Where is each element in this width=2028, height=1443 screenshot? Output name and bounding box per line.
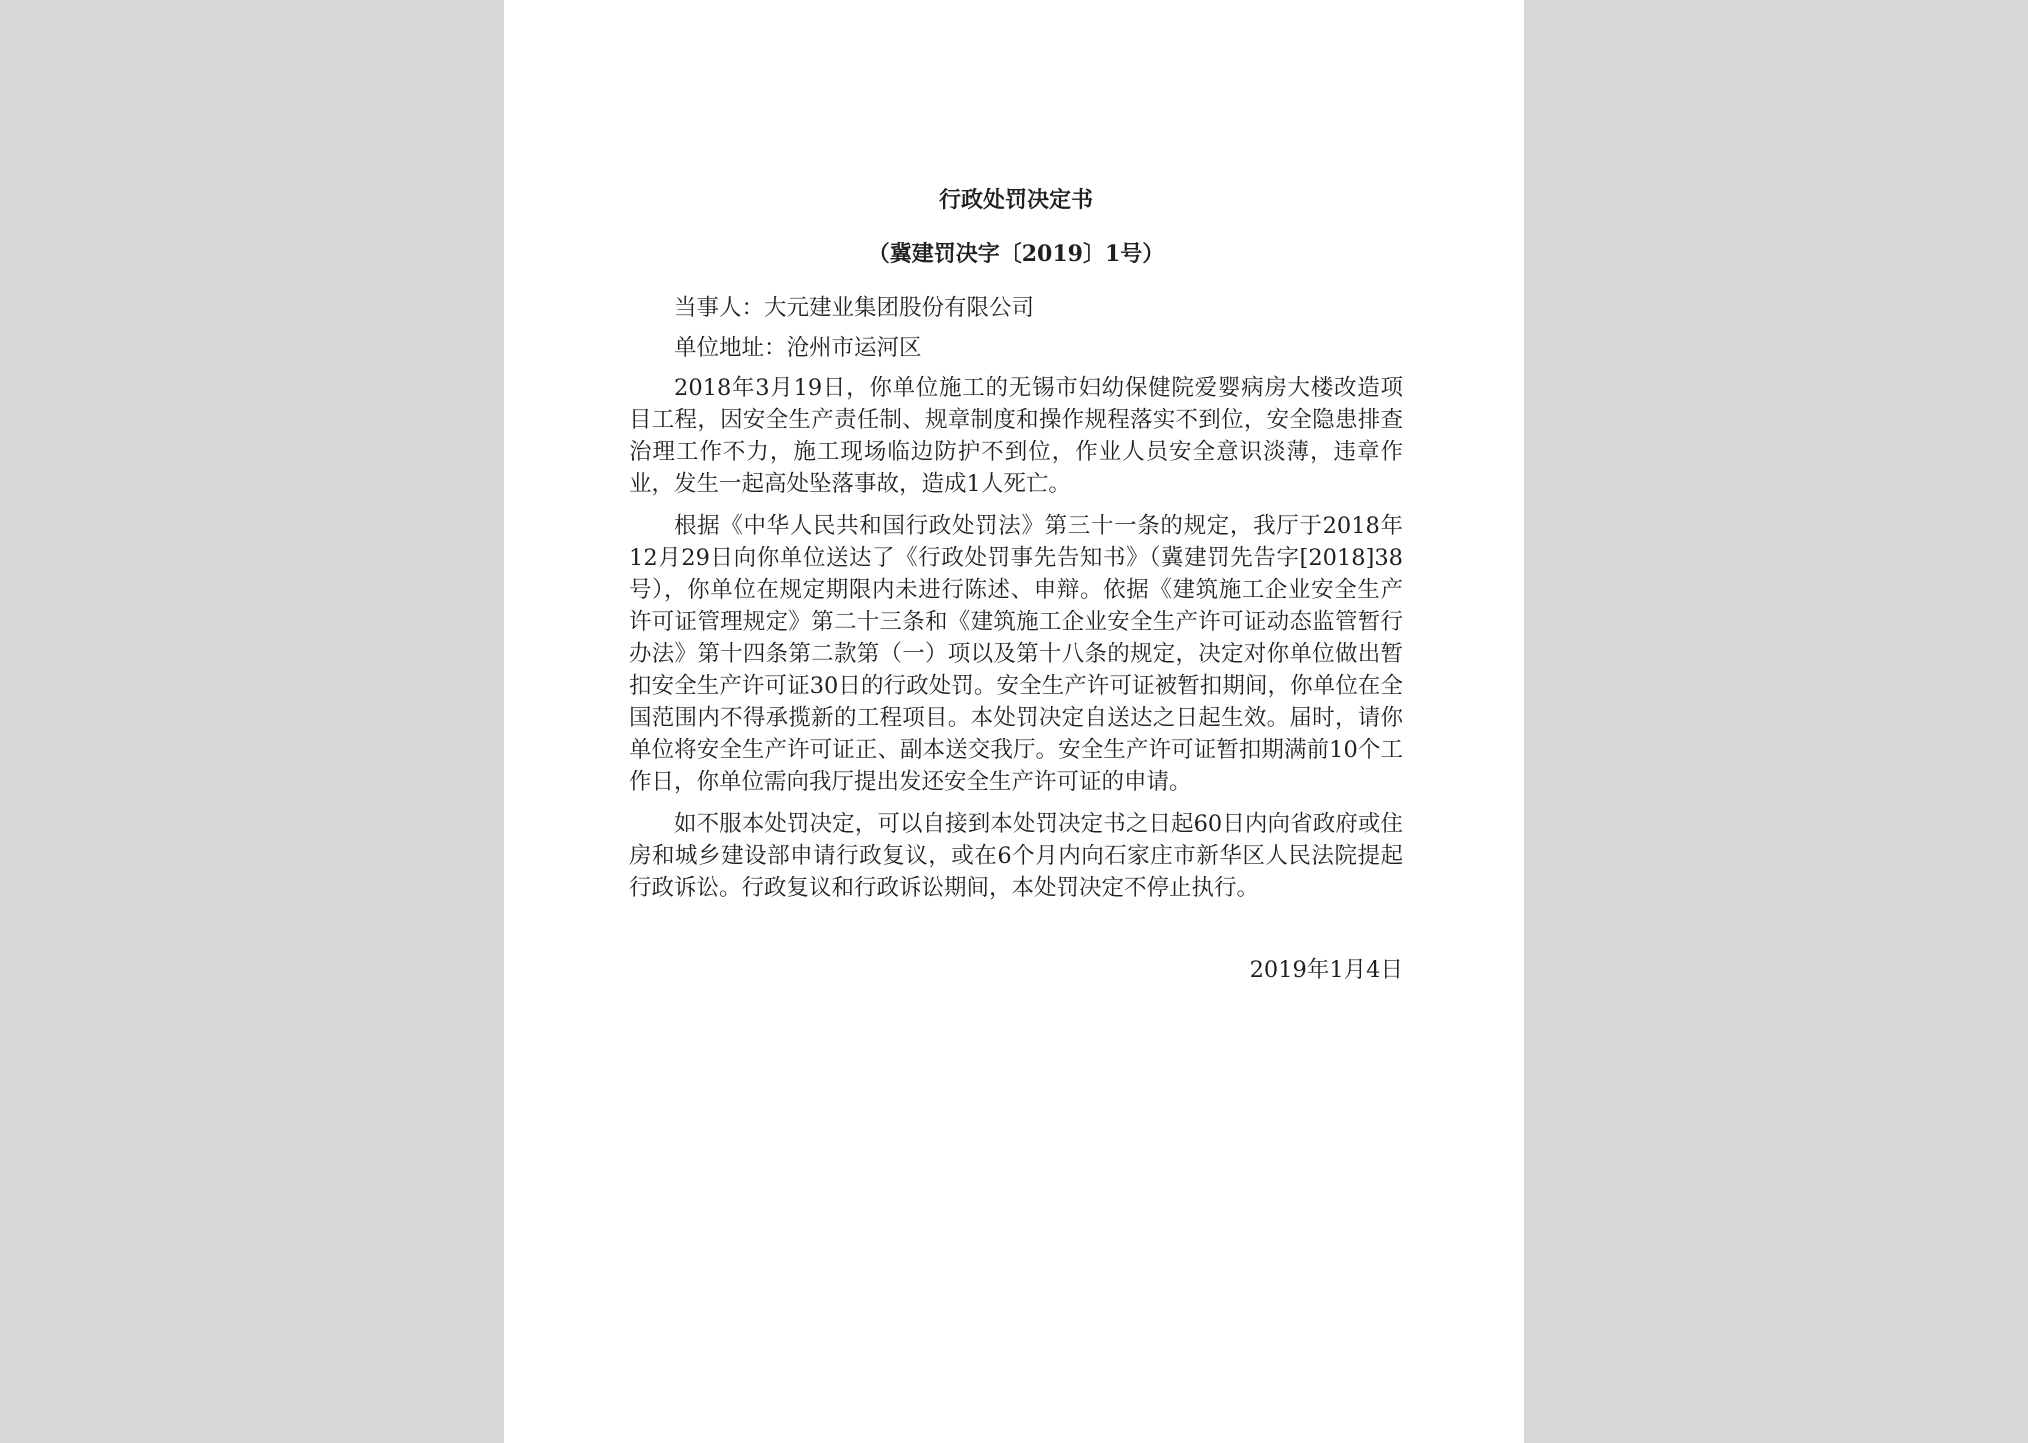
document-body	[629, 180, 1403, 986]
address-line: 单位地址：沧州市运河区	[674, 335, 922, 361]
paragraph-appeal-rights: 如不服本处罚决定，可以自接到本处罚决定书之日起60日内向省政府或住房和城乡建设部申请行政复议，或在6个月内向石家庄市新华区人民法院提起行政诉讼。行政复议和行政诉讼期间，本处罚决定不停止执行。	[629, 811, 1403, 901]
paragraph-facts: 2018年3月19日，你单位施工的无锡市妇幼保健院爱婴病房大楼改造项目工程，因安全生产责任制、规章制度和操作规程落实不到位，安全隐患排查治理工作不力，施工现场临边防护不到位，作业人员安全意识淡薄，违章作业，发生一起高处坠落事故，造成1人死亡。	[629, 375, 1403, 497]
document-date: 2019年1月4日	[1249, 957, 1403, 983]
document-number: （冀建罚决字〔2019〕1号）	[867, 241, 1165, 267]
party-line: 当事人：大元建业集团股份有限公司	[674, 295, 1035, 321]
document-page	[504, 0, 1524, 1443]
paragraph-legal-basis: 根据《中华人民共和国行政处罚法》第三十一条的规定，我厅于2018年12月29日向你单位送达了《行政处罚事先告知书》（冀建罚先告字[2018]38号），你单位在规定期限内未进行陈述、申辩。依据《建筑施工企业安全生产许可证管理规定》第二十三条和《建筑施工企业安全生产许可证动态监管暂行办法》第十四条第二款第（一）项以及第十八条的规定，决定对你单位做出暂扣安全生产许可证30日的行政处罚。安全生产许可证被暂扣期间，你单位在全国范围内不得承揽新的工程项目。本处罚决定自送达之日起生效。届时，请你单位将安全生产许可证正、副本送交我厅。安全生产许可证暂扣期满前10个工作日，你单位需向我厅提出发还安全生产许可证的申请。	[629, 513, 1403, 795]
document-title: 行政处罚决定书	[938, 187, 1093, 213]
